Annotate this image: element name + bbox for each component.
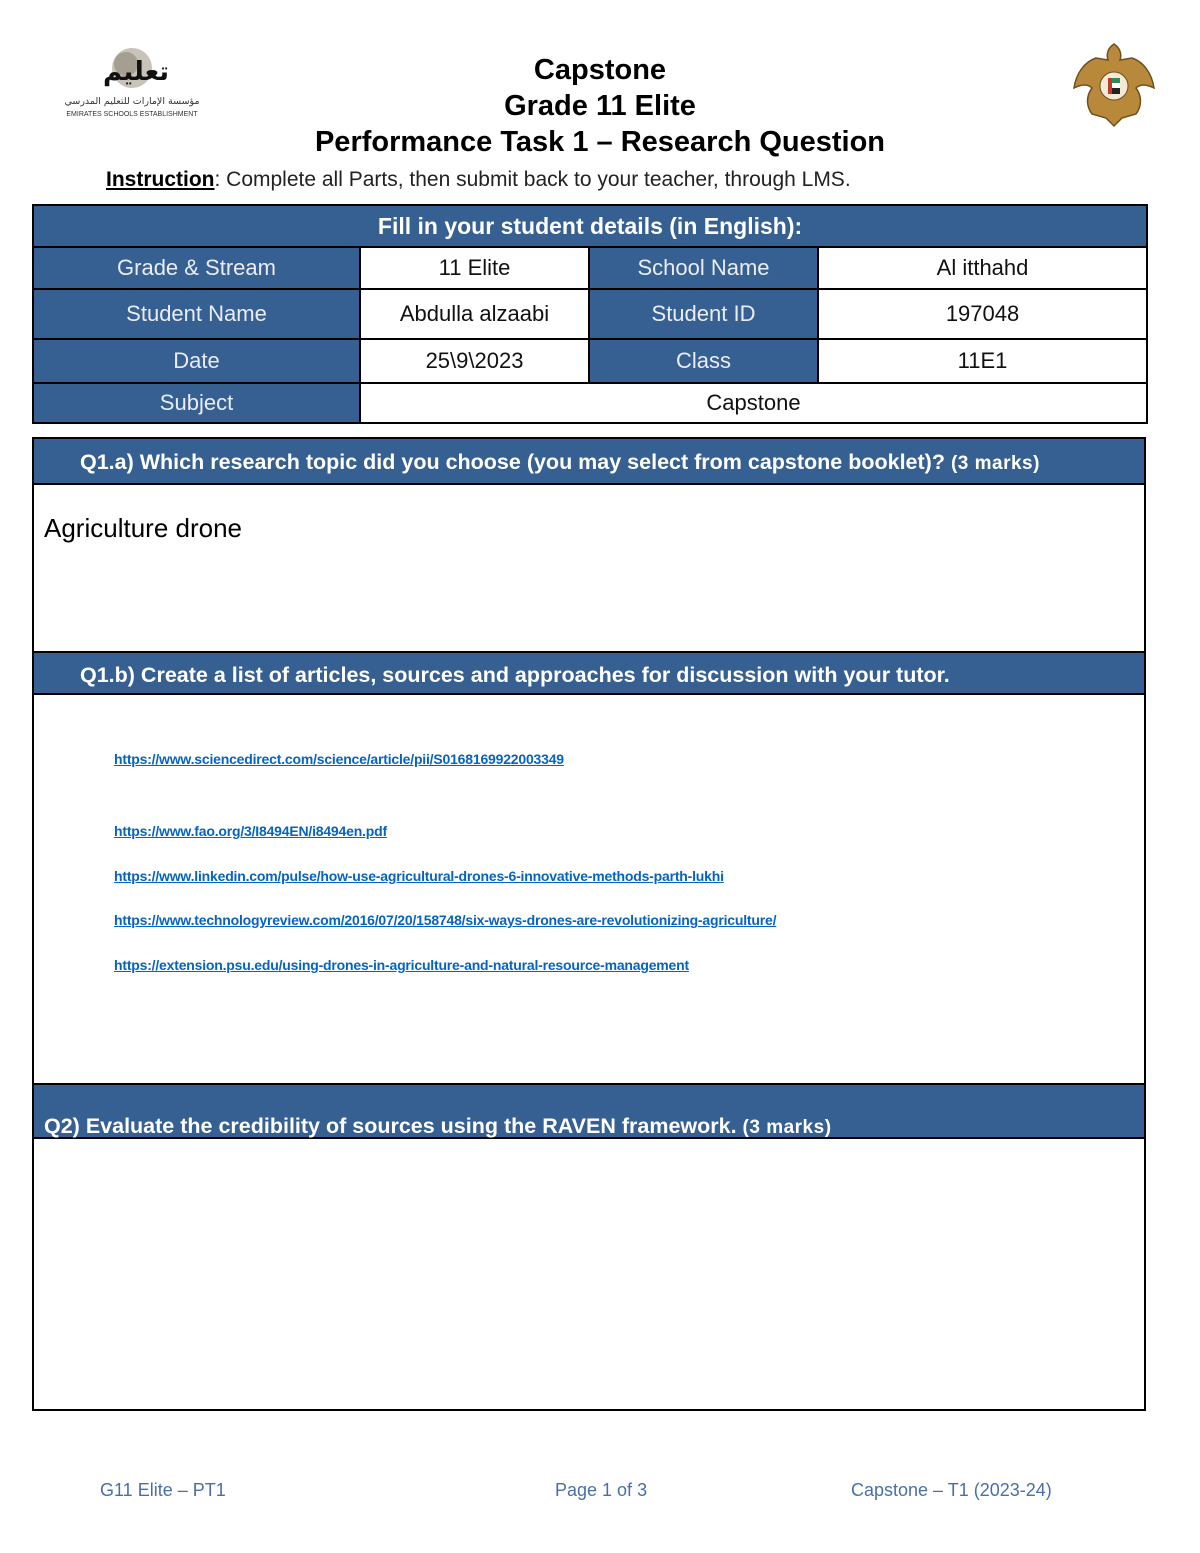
question-1a-marks: (3 marks) xyxy=(950,453,1040,474)
question-1b-heading: Q1.b) Create a list of articles, sources and approaches for discussion with your tutor. xyxy=(34,651,1144,695)
source-link[interactable]: https://www.technologyreview.com/2016/07/20/158748/six-ways-drones-are-revolutionizing-agriculture/ xyxy=(114,912,777,928)
question-1b-box xyxy=(32,651,1146,1085)
question-2-heading xyxy=(34,1083,1144,1139)
student-id-label: Student ID xyxy=(589,289,818,339)
student-name-label: Student Name xyxy=(33,289,360,339)
question-2-text: Q2) Evaluate the credibility of sources using the RAVEN framework. xyxy=(44,1114,743,1138)
source-link[interactable]: https://extension.psu.edu/using-drones-in-agriculture-and-natural-resource-management xyxy=(114,957,689,973)
question-1a-text: Q1.a) Which research topic did you choose (you may select from capstone booklet)? xyxy=(80,450,951,474)
footer-left: G11 Elite – PT1 xyxy=(100,1480,226,1500)
date-label: Date xyxy=(33,339,360,383)
instruction-text: : Complete all Parts, then submit back to your teacher, through LMS. xyxy=(214,168,851,191)
student-name-field[interactable]: Abdulla alzaabi xyxy=(360,289,589,339)
source-link[interactable]: https://www.linkedin.com/pulse/how-use-agricultural-drones-6-innovative-methods-parth-lukhi xyxy=(114,868,724,884)
document-title xyxy=(200,52,1000,160)
subject-field[interactable]: Capstone xyxy=(360,383,1147,423)
student-id-field[interactable]: 197048 xyxy=(818,289,1147,339)
school-name-label: School Name xyxy=(589,247,818,289)
question-1a-box xyxy=(32,437,1146,653)
grade-stream-field[interactable]: 11 Elite xyxy=(360,247,589,289)
date-field[interactable]: 25\9\2023 xyxy=(360,339,589,383)
uae-emblem-icon xyxy=(1066,40,1162,132)
instruction-label: Instruction xyxy=(106,168,215,191)
school-name-field[interactable]: Al itthahd xyxy=(818,247,1147,289)
student-details-table xyxy=(32,204,1148,424)
logo-english-name: EMIRATES SCHOOLS ESTABLISHMENT xyxy=(66,111,198,118)
question-2-marks: (3 marks) xyxy=(742,1117,832,1138)
class-label: Class xyxy=(589,339,818,383)
details-heading: Fill in your student details (in English): xyxy=(33,205,1147,247)
grade-stream-label: Grade & Stream xyxy=(33,247,360,289)
question-1a-answer[interactable]: Agriculture drone xyxy=(44,513,242,543)
logo-arabic-word: تعليم xyxy=(102,57,170,87)
instruction xyxy=(106,168,851,192)
class-field[interactable]: 11E1 xyxy=(818,339,1147,383)
question-1a-heading xyxy=(34,439,1144,485)
ese-logo xyxy=(52,42,212,124)
title-line-2: Grade 11 Elite xyxy=(504,90,696,122)
subject-label: Subject xyxy=(33,383,360,423)
source-link[interactable]: https://www.fao.org/3/I8494EN/i8494en.pdf xyxy=(114,823,387,839)
source-link[interactable]: https://www.sciencedirect.com/science/article/pii/S0168169922003349 xyxy=(114,751,564,767)
footer-page-number: Page 1 of 3 xyxy=(555,1480,648,1500)
question-2-box xyxy=(32,1083,1146,1411)
title-line-3: Performance Task 1 – Research Question xyxy=(314,126,886,158)
logo-arabic-name: مؤسسة الإمارات للتعليم المدرسي xyxy=(64,96,200,107)
title-line-1: Capstone xyxy=(533,54,667,86)
footer-right: Capstone – T1 (2023-24) xyxy=(851,1480,1052,1500)
